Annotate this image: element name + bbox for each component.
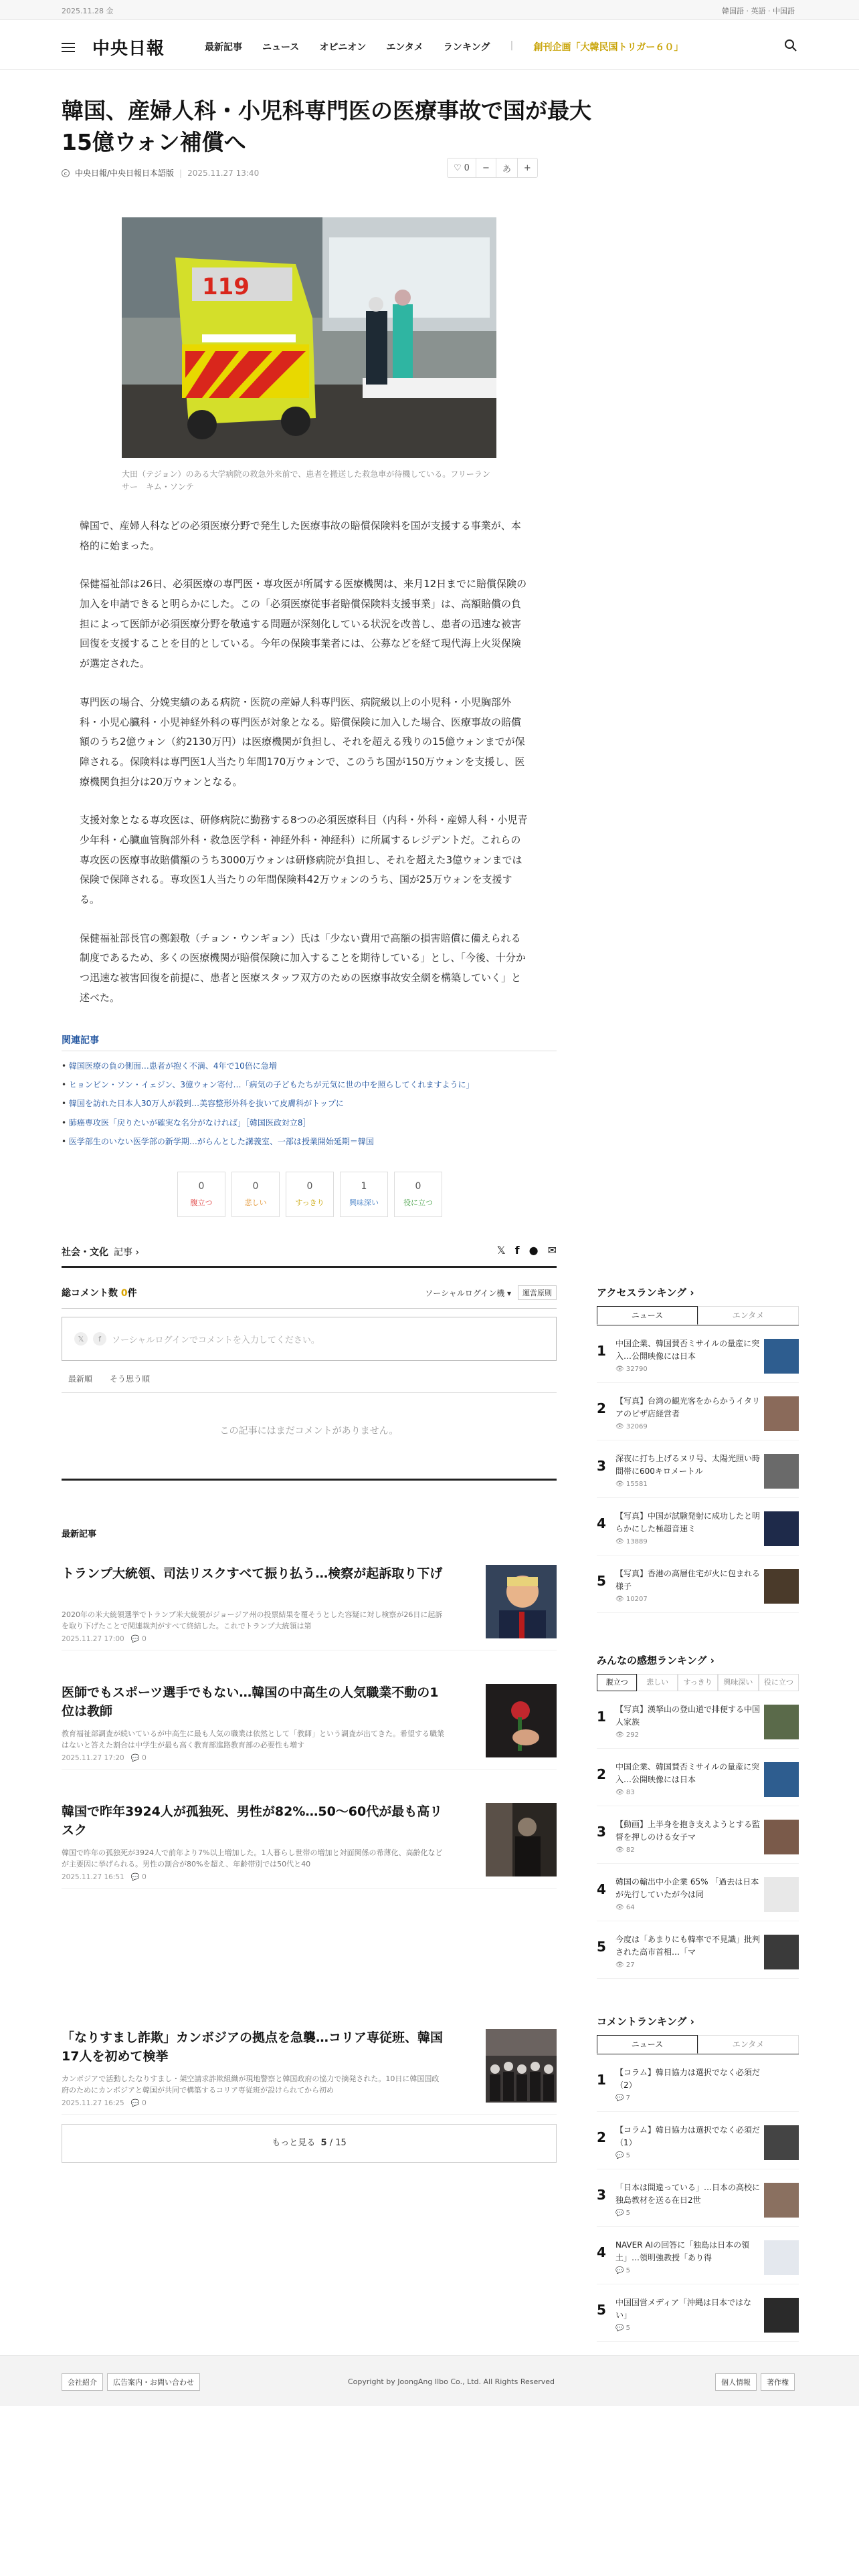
related-title: 関連記事 <box>62 1033 557 1051</box>
emotion-ranking-tabs <box>597 1674 799 1691</box>
footer-link-copyright[interactable]: 著作権 <box>761 2373 795 2391</box>
related-link[interactable]: • 韓国を訪れた日本人30万人が殺到…美容整形外科を抜いて皮膚科がトップに <box>62 1094 557 1113</box>
nav-opinion[interactable]: オピニオン <box>319 42 367 53</box>
svg-text:119: 119 <box>202 274 250 300</box>
paragraph: 韓国で、産婦人科などの必須医療分野で発生した医療事故の賠償保険料を国が支援する事業が、本格的に始まった。 <box>80 520 521 552</box>
view-icon: 👁 <box>615 1423 624 1430</box>
footer <box>0 2355 859 2406</box>
tab-entame[interactable]: エンタメ <box>698 2035 799 2054</box>
reaction-helpful[interactable]: 0 役に立つ <box>394 1172 442 1217</box>
emotion-ranking-title[interactable]: みんなの感想ランキング › <box>597 1654 714 1667</box>
nav-entame[interactable]: エンタメ <box>386 42 423 53</box>
comment-icon: 💬 <box>615 2210 624 2217</box>
language-links[interactable]: 韓国語 · 英語 · 中国語 <box>722 7 795 15</box>
view-icon: 👁 <box>615 1961 624 1969</box>
search-icon[interactable] <box>784 39 797 52</box>
ranking-item[interactable]: 5 中国国営メディア「沖縄は日本ではない」 💬 5 <box>597 2284 799 2342</box>
category-label[interactable]: 社会・文化 <box>62 1247 108 1258</box>
latest-article-summary: 韓国で昨年の孤独死が3924人で前年より7%以上増加した。1人暮らし世帯の増加と対面関係の希薄化、高齢化などが主要因に挙げられる。男性の割合が80%を超え、年齢帯別では50代と40 <box>62 1848 443 1869</box>
latest-article-meta: 2025.11.27 17:20 💬 0 <box>62 1754 147 1762</box>
related-articles <box>62 1033 557 1151</box>
article-photo <box>122 217 496 458</box>
photo-caption: 大田（テジョン）のある大学病院の救急外来前で、患者を搬送した救急車が待機している。フリーランサー キム・ソンテ <box>122 469 490 492</box>
tab-refreshed[interactable]: すっきり <box>678 1674 718 1691</box>
category-kiji[interactable]: 記事 › <box>114 1247 140 1258</box>
share-icons <box>497 1244 557 1257</box>
comment-icon: 💬 <box>615 2267 624 2274</box>
byline: c 中央日報/中央日報日本語版 | 2025.11.27 13:40 <box>62 167 259 179</box>
latest-article[interactable] <box>62 1684 557 1769</box>
ranking-thumbnail <box>764 2240 799 2275</box>
ranking-thumbnail <box>764 1396 799 1431</box>
comment-ranking-tabs <box>597 2035 799 2054</box>
nav-ranking[interactable]: ランキング <box>443 42 490 53</box>
share-bar <box>62 1241 557 1268</box>
emotion-ranking <box>597 1653 799 1979</box>
view-icon: 👁 <box>615 1538 624 1545</box>
latest-article-title[interactable]: 医師でもスポーツ選手でもない…韓国の中高生の人気職業不動の1位は教師 <box>62 1685 439 1719</box>
publish-datetime: 2025.11.27 13:40 <box>187 168 260 178</box>
comment-icon: 💬 <box>130 1635 140 1643</box>
sort-agree[interactable]: そう思う順 <box>110 1374 151 1384</box>
ranking-thumbnail <box>764 1935 799 1969</box>
ranking-item[interactable]: 1 中国企業、韓国賛否ミサイルの量産に突入…公開映像には日本 👁 32790 <box>597 1325 799 1383</box>
comment-count: 0 <box>120 1288 128 1299</box>
ranking-item[interactable]: 2 【写真】台湾の観光客をからかうイタリアのピザ店経営者 👁 32069 <box>597 1383 799 1440</box>
latest-article[interactable] <box>62 2029 557 2115</box>
tab-news[interactable]: ニュース <box>597 1306 698 1325</box>
article-body <box>80 516 529 1027</box>
ranking-thumbnail <box>764 2125 799 2160</box>
ranking-item[interactable]: 4 NAVER AIの回答に「独島は日本の領土」…領明強教授「あり得 💬 5 <box>597 2227 799 2284</box>
heart-icon: ♡ <box>454 163 462 173</box>
ranking-item[interactable]: 2 中国企業、韓国賛否ミサイルの量産に突入…公開映像には日本 👁 83 <box>597 1749 799 1806</box>
reaction-angry[interactable]: 0 腹立つ <box>177 1172 225 1217</box>
view-icon: 👁 <box>615 1481 624 1488</box>
comment-input[interactable] <box>62 1317 557 1361</box>
ranking-item[interactable]: 2 【コラム】韓日協力は選択でなく必須だ（1） 💬 5 <box>597 2112 799 2169</box>
paragraph: 保健福祉部長官の鄭銀敬（チョン・ウンギョン）氏は「少ない費用で高額の損害賠償に備えられる制度であるため、多くの医療機関が賠償保険に加入することを期待している」とし、「今後、十分かつ迅速な被害回復を前提に、患者と医療スタッフ双方のための医療事故安全網を構築していく」と述べた。 <box>80 932 526 1004</box>
latest-article-summary: カンボジアで活動したなりすまし・架空請求詐欺組織が現地警察と韓国政府の協力で摘発された。10日に韓国国政府のためにカンボジアと韓国が共同で構築するコリア専従班が設けられてから初め <box>62 2074 440 2095</box>
top-bar <box>0 0 859 20</box>
line-icon[interactable]: ● <box>529 1244 539 1257</box>
footer-left-links <box>62 2373 200 2391</box>
comment-ranking <box>597 2014 799 2342</box>
latest-article-thumbnail[interactable] <box>486 1803 557 1876</box>
current-date: 2025.11.28 金 <box>62 7 114 15</box>
copyright-text: Copyright by JoongAng Ilbo Co., Ltd. All Rights Reserved <box>348 2377 555 2386</box>
ranking-thumbnail <box>764 1339 799 1374</box>
tab-entame[interactable]: エンタメ <box>698 1306 799 1325</box>
ranking-thumbnail <box>764 1511 799 1546</box>
latest-article-thumbnail[interactable] <box>486 1684 557 1757</box>
comment-icon: 💬 <box>130 1873 140 1881</box>
copyright-icon: c <box>62 169 70 177</box>
related-link[interactable]: • ヒョンビン・ソン・イェジン、3億ウォン寄付…「病気の子どもたちが元気に世の中を照らしてくれますように」 <box>62 1075 557 1094</box>
latest-article-title[interactable]: トランプ大統領、司法リスクすべて振り払う…検察が起訴取り下げ <box>62 1566 443 1581</box>
related-link[interactable]: • 韓国医療の負の側面…患者が抱く不満、4年で10倍に急増 <box>62 1057 557 1075</box>
view-icon: 👁 <box>615 1846 624 1854</box>
comment-icon: 💬 <box>615 2152 624 2159</box>
paragraph: 保健福祉部は26日、必須医療の専門医・専攻医が所属する医療機関は、来月12日までに賠償保険の加入を申請できると明らかにした。この「必須医療従事者賠償保険料支援事業」は、高額賠償の負担によって医師が必須医療分野を敬遠する問題が深刻化している状況を改善し、患者の迅速な被害回復を支援することを目的としている。今年の保険事業者には、公募などを経て現代海上火災保険が選定された。 <box>80 578 527 670</box>
comment-icon: 💬 <box>130 2099 140 2107</box>
latest-article-title[interactable]: 韓国で昨年3924人が孤独死、男性が82%…50～60代が最も高リスク <box>62 1804 443 1838</box>
ranking-item[interactable]: 1 【写真】漢拏山の登山道で排便する中国人家族 👁 292 <box>597 1691 799 1749</box>
facebook-icon[interactable]: f <box>514 1244 520 1257</box>
view-icon: 👁 <box>615 1731 624 1739</box>
paragraph: 専門医の場合、分娩実績のある病院・医院の産婦人科専門医、病院級以上の小児科・小児胸部外科・小児心臓科・小児神経外科の専門医が対象となる。賠償保険に加入した場合、医療事故の賠償額のうち2億ウォン（約2130万円）は医療機関が負担し、それを超える残りの15億ウォンまでが保障される。保険料は専門医1人当たり年間170万ウォンで、このうち国が150万ウォンを支援し、医療機関負担分は20万ウォンとなる。 <box>80 695 525 788</box>
tab-sad[interactable]: 悲しい <box>637 1674 677 1691</box>
x-icon[interactable]: 𝕏 <box>496 1244 506 1257</box>
latest-article[interactable] <box>62 1565 557 1650</box>
no-comments-message: この記事にはまだコメントがありません。 <box>62 1393 557 1481</box>
comments-header: 総コメント数 0件 ソーシャルログイン機 ▾ 運営原則 <box>62 1285 557 1309</box>
font-decrease-button[interactable]: − <box>476 158 496 177</box>
ranking-thumbnail <box>764 1762 799 1797</box>
comment-icon: 💬 <box>130 1754 140 1762</box>
footer-link-company[interactable]: 会社紹介 <box>62 2373 103 2391</box>
latest-article[interactable] <box>62 1803 557 1889</box>
reaction-buttons <box>177 1172 442 1217</box>
view-icon: 👁 <box>615 1789 624 1796</box>
latest-article-title[interactable]: 「なりすまし詐欺」カンボジアの拠点を急襲…コリア専従班、韓国17人を初めて検挙 <box>62 2030 444 2064</box>
load-more-button[interactable]: もっと見る 5 / 15 <box>62 2124 557 2163</box>
sort-latest[interactable]: 最新順 <box>68 1374 93 1384</box>
comment-icon: 💬 <box>615 2095 624 2102</box>
main-nav <box>205 40 683 53</box>
ranking-item[interactable]: 5 【写真】香港の高層住宅が火に包まれる様子 👁 10207 <box>597 1555 799 1613</box>
tab-angry[interactable]: 腹立つ <box>597 1674 637 1691</box>
like-button[interactable]: ♡ 0 <box>448 158 476 177</box>
latest-article-thumbnail[interactable] <box>486 2029 557 2103</box>
ranking-item[interactable]: 3 深夜に打ち上げるヌリ号、太陽光照い時間帯に600キロメートル 👁 15581 <box>597 1440 799 1498</box>
footer-right-links <box>715 2373 795 2391</box>
reaction-refreshed[interactable]: 0 すっきり <box>286 1172 334 1217</box>
access-ranking <box>597 1285 799 1613</box>
ranking-thumbnail <box>764 1569 799 1604</box>
paragraph: 支援対象となる専攻医は、研修病院に勤務する8つの必須医療科目（内科・外科・産婦人科・小児青少年科・心臓血管胸部外科・救急医学科・神経外科・神経科）に所属するレジデントだ。これらの専攻医の医療事故賠償額のうち3000万ウォンは研修病院が負担し、それを超えた3億ウォンまでは保険で保障される。専攻医1人当たりの年間保険料42万ウォンのうち、国が25万ウォンを支援する。 <box>80 814 528 905</box>
latest-article-summary: 教育福祉部調査が続いているが中高生に最も人気の職業は依然として「教師」という調査が出てきた。希望する職業はないと答えた割合は中学生が最も高く教育部進路教育部の必要性も増す <box>62 1729 444 1750</box>
site-logo[interactable]: 中央日報 <box>92 39 165 59</box>
tab-interesting[interactable]: 興味深い <box>718 1674 758 1691</box>
ranking-item[interactable]: 3 【動画】上半身を抱き支えようとする監督を押しのける女子マ 👁 82 <box>597 1806 799 1864</box>
tab-news[interactable]: ニュース <box>597 2035 698 2054</box>
font-increase-button[interactable]: + <box>523 163 531 173</box>
comments-section <box>62 1285 557 1481</box>
related-link[interactable]: • 医学部生のいない医学部の新学期…がらんとした講義室、一部は授業開始延期＝韓国 <box>62 1132 557 1151</box>
access-ranking-title[interactable]: アクセスランキング › <box>597 1287 694 1299</box>
latest-article-thumbnail[interactable] <box>486 1565 557 1638</box>
ranking-thumbnail <box>764 2183 799 2218</box>
policy-button[interactable]: 運営原則 <box>518 1285 557 1300</box>
nav-divider: | <box>510 40 514 51</box>
ranking-thumbnail <box>764 2298 799 2333</box>
menu-icon[interactable] <box>62 43 75 52</box>
view-icon: 👁 <box>615 1904 624 1911</box>
nav-news[interactable]: ニュース <box>262 42 300 53</box>
latest-article-meta: 2025.11.27 17:00 💬 0 <box>62 1635 147 1643</box>
latest-article-meta: 2025.11.27 16:25 💬 0 <box>62 2099 147 2107</box>
view-icon: 👁 <box>615 1596 624 1603</box>
latest-articles-title: 最新記事 <box>62 1529 97 1539</box>
view-icon: 👁 <box>615 1366 624 1373</box>
author: 中央日報/中央日報日本語版 <box>75 169 175 178</box>
ranking-item[interactable]: 1 【コラム】韓日協力は選択でなく必須だ（2） 💬 7 <box>597 2054 799 2112</box>
comment-placeholder: ソーシャルログインでコメントを入力してください。 <box>112 1335 320 1346</box>
comment-icon: 💬 <box>615 2325 624 2332</box>
font-size-label: あ <box>496 158 518 177</box>
ranking-thumbnail <box>764 1877 799 1912</box>
footer-link-ads[interactable]: 広告案内・お問い合わせ <box>107 2373 200 2391</box>
article-tools <box>447 158 538 178</box>
ranking-thumbnail <box>764 1705 799 1739</box>
tab-helpful[interactable]: 役に立つ <box>759 1674 799 1691</box>
comment-ranking-title[interactable]: コメントランキング › <box>597 2016 694 2028</box>
ranking-thumbnail <box>764 1820 799 1854</box>
nav-special-feature[interactable]: 創刊企画「大韓民国トリガー６０」 <box>533 42 684 53</box>
ranking-item[interactable]: 4 【写真】中国が試験発射に成功したと明らかにした極超音速ミ 👁 13889 <box>597 1498 799 1555</box>
related-link[interactable]: • 肺癌専攻医「戻りたいが確実な名分がなければ」［韓国医政対立8］ <box>62 1113 557 1132</box>
ranking-item[interactable]: 4 韓国の輸出中小企業 65% 「過去は日本が先行していたが今は同 👁 64 <box>597 1864 799 1921</box>
reaction-interesting[interactable]: 1 興味深い <box>340 1172 388 1217</box>
latest-article-meta: 2025.11.27 16:51 💬 0 <box>62 1873 147 1881</box>
ranking-item[interactable]: 5 今度は「あまりにも韓率で不見識」批判された高市首相…「マ 👁 27 <box>597 1921 799 1979</box>
mail-icon[interactable]: ✉ <box>547 1244 557 1257</box>
footer-link-privacy[interactable]: 個人情報 <box>715 2373 757 2391</box>
reaction-sad[interactable]: 0 悲しい <box>231 1172 280 1217</box>
social-login-toggle[interactable]: ソーシャルログイン機 ▾ <box>425 1288 511 1298</box>
facebook-login-icon[interactable]: f <box>93 1332 106 1346</box>
access-ranking-tabs <box>597 1306 799 1325</box>
ranking-item[interactable]: 3 「日本は間違っている」…日本の高校に独島教材を送る在日2世 💬 5 <box>597 2169 799 2227</box>
x-login-icon[interactable]: 𝕏 <box>74 1332 88 1346</box>
article-headline: 韓国、産婦人科・小児科専門医の医療事故で国が最大15億ウォン補償へ <box>62 98 591 155</box>
comment-sort <box>62 1373 557 1393</box>
latest-article-summary: 2020年の米大統領選挙でトランプ米大統領がジョージア州の投票結果を覆そうとした容疑に対し検察が26日に起訴を取り下げたことで関連裁判がすべて終結した。これでトランプ大統領は第 <box>62 1610 443 1631</box>
nav-latest[interactable]: 最新記事 <box>205 42 242 53</box>
ranking-thumbnail <box>764 1454 799 1489</box>
